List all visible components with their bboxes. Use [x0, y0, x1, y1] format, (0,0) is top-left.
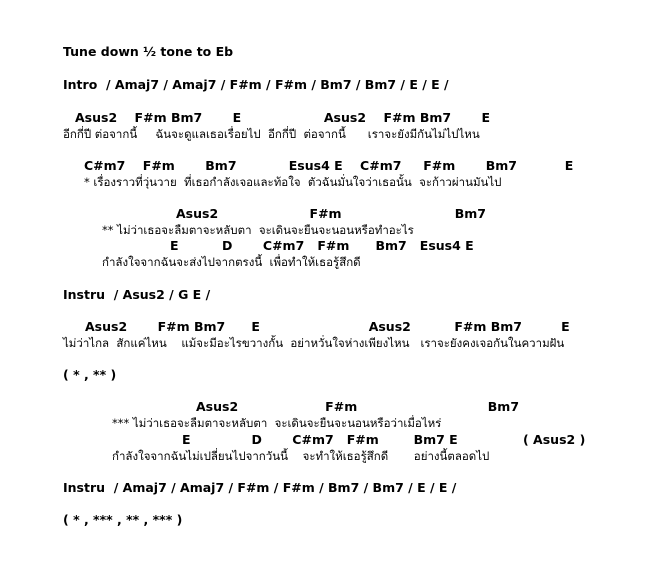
chord-line: Asus2 F#m Bm7: [196, 399, 520, 414]
lyric-line: อีกกี่ปี ต่อจากนี้ ฉันจะดูแลเธอเรื่อยไป อีกกี่ปี ต่อจากนี้ เราจะยังมีกันไม่ไปไหน: [63, 127, 480, 141]
repeat-marker: ( * , *** , ** , *** ): [63, 512, 183, 527]
instrumental-line: Instru / Asus2 / G E /: [63, 287, 211, 302]
lyric-line: ** ไม่ว่าเธอจะลืมตาจะหลับตา จะเดินจะยืนจะนอนหรือทำอะไร: [102, 223, 414, 237]
tuning-note: Tune down ½ tone to Eb: [63, 44, 234, 59]
chord-line: E D C#m7 F#m Bm7 E ( Asus2 ): [182, 432, 586, 447]
chord-line: Asus2 F#m Bm7 E Asus2 F#m Bm7 E: [75, 110, 491, 125]
intro-line: Intro / Amaj7 / Amaj7 / F#m / F#m / Bm7 / Bm7 / E / E /: [63, 77, 449, 92]
lyric-line: *** ไม่ว่าเธอจะลืมตาจะหลับตา จะเดินจะยืนจะนอนหรือว่าเมื่อไหร่: [112, 416, 442, 430]
lyric-line: * เรื่องราวที่วุ่นวาย ที่เธอกำลังเจอและท้อใจ ตัวฉันมั่นใจว่าเธอนั้น จะก้าวผ่านมันไป: [84, 175, 502, 189]
repeat-marker: ( * , ** ): [63, 367, 117, 382]
chord-line: Asus2 F#m Bm7 E Asus2 F#m Bm7 E: [85, 319, 570, 334]
instrumental-line: Instru / Amaj7 / Amaj7 / F#m / F#m / Bm7 / Bm7 / E / E /: [63, 480, 457, 495]
lyric-line: ไม่ว่าไกล สักแค่ไหน แม้จะมีอะไรขวางกั้น อย่าหวั่นใจห่างเพียงไหน เราจะยังคงเจอกันในความฝัน: [63, 336, 565, 350]
chord-line: C#m7 F#m Bm7 Esus4 E C#m7 F#m Bm7 E: [84, 158, 574, 173]
lyric-line: กำลังใจจากฉันจะส่งไปจากตรงนี้ เพื่อทำให้เธอรู้สึกดี: [102, 255, 361, 269]
chord-line: E D C#m7 F#m Bm7 Esus4 E: [170, 238, 474, 253]
lyric-line: กำลังใจจากฉันไม่เปลี่ยนไปจากวันนี้ จะทำให้เธอรู้สึกดี อย่างนี้ตลอดไป: [112, 449, 490, 463]
chord-line: Asus2 F#m Bm7: [176, 206, 486, 221]
